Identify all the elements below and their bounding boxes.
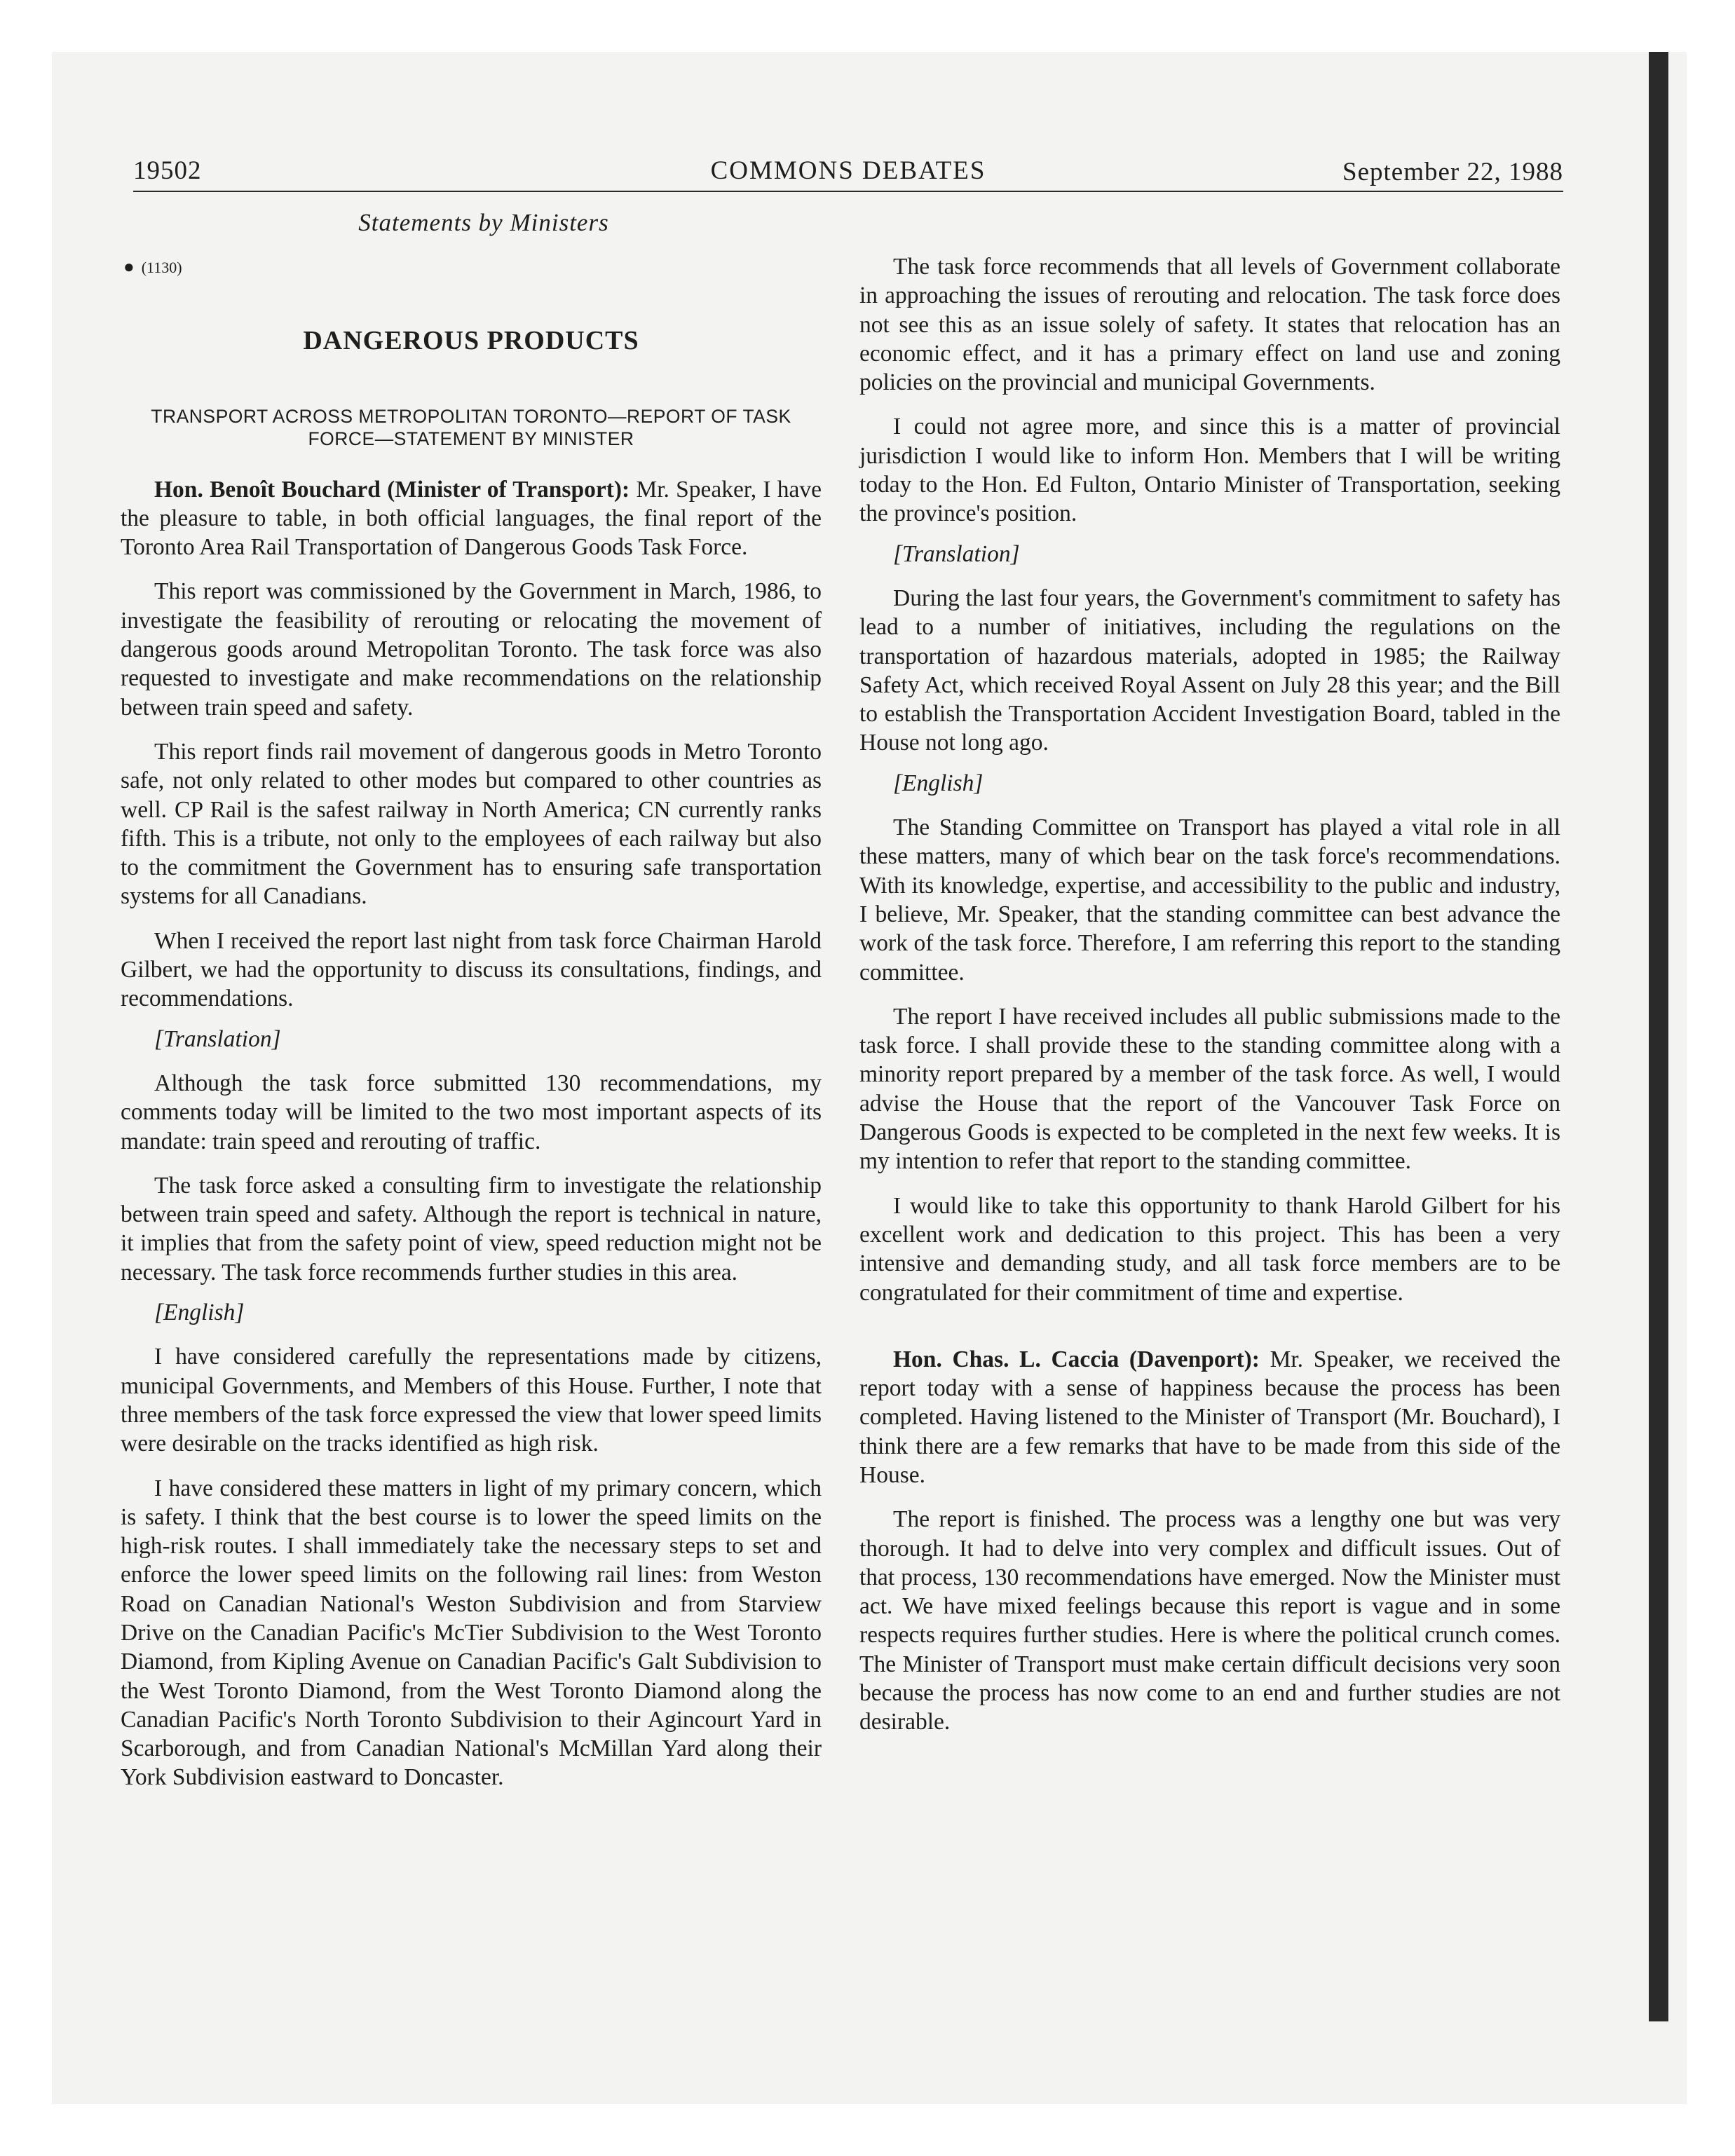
scan-edge-shadow [1649,52,1668,2021]
issue-date: September 22, 1988 [1342,158,1563,186]
left-column [121,252,822,1808]
page-number: 19502 [133,156,202,185]
paragraph: I have considered carefully the representations made by citizens, municipal Governments, and Members of this House. Further, I note that three members of the task force expressed the view that lower speed limits were desirable on the tracks identified as high risk. [121,1344,822,1457]
time-marker [123,252,822,282]
article-subheading: TRANSPORT ACROSS METROPOLITAN TORONTO—REPORT OF TASK FORCE—STATEMENT BY MINISTER [151,405,791,449]
page-header [133,156,1563,193]
speaker-name: Hon. Benoît Bouchard (Minister of Transport): [154,476,630,503]
right-column [859,252,1560,1752]
language-note: [English] [154,1299,245,1326]
paragraph: I would like to take this opportunity to thank Harold Gilbert for his excellent work and dedication to this project. This has been a very intensive and demanding study, and all task force members are to be congratulated for their commitment of time and expertise. [859,1192,1560,1306]
speaker-name: Hon. Chas. L. Caccia (Davenport): [893,1346,1260,1372]
article-heading: DANGEROUS PRODUCTS [303,326,639,356]
paragraph: The task force recommends that all levels of Government collaborate in approaching the issues of rerouting and relocation. The task force does not see this as an issue solely of safety. It states that relocation has an economic effect, and it has a primary effect on land use and zoning policies on the provincial and municipal Governments. [859,254,1560,396]
paragraph: The report is finished. The process was a lengthy one but was very thorough. It had to delve into very complex and difficult issues. Out of that process, 130 recommendations have emerged. Now the Minister must act. We have mixed feelings because this report is vague and in some respects requires further studies. Here is where the political crunch comes. The Minister of Transport must make certain difficult decisions very soon because the process has now come to an end and further studies are not desirable. [859,1506,1560,1735]
paragraph: I could not agree more, and since this is a matter of provincial jurisdiction I would like to inform Hon. Members that I will be writing today to the Hon. Ed Fulton, Ontario Minister of Transportation, seeking the province's position. [859,414,1560,527]
paragraph: Although the task force submitted 130 recommendations, my comments today will be limited to the two most important aspects of its mandate: train speed and rerouting of traffic. [121,1070,822,1154]
paragraph-text: Mr. Speaker, we received the report today with a sense of happiness because the process has been completed. Having listened to the Minister of Transport (Mr. Bouchard), I think there are a few remarks that have to be made from this side of the House. [859,1346,1560,1488]
paragraph-text: Mr. Speaker, I have the pleasure to table, in both official languages, the final report of the Toronto Area Rail Transportation of Dangerous Goods Task Force. [121,476,822,561]
language-note: [English] [893,770,984,796]
language-note: [Translation] [154,1025,281,1052]
paragraph [121,475,822,562]
paragraph: I have considered these matters in light of my primary concern, which is safety. I think that the best course is to lower the speed limits on the high-risk routes. I shall immediately take the necessary steps to set and enforce the lower speed limits on the following rail lines: from Weston Road on Canadian National's Weston Subdivision and from Starview Drive on the Canadian Pacific's McTier Subdivision to the West Toronto Diamond, from Kipling Avenue on Canadian Pacific's Galt Subdivision to the West Toronto Diamond, from the West Toronto Diamond along the Canadian Pacific's North Toronto Subdivision to their Agincourt Yard in Scarborough, and from Canadian National's McMillan Yard along their York Subdivision eastward to Doncaster. [121,1475,822,1791]
publication-title: COMMONS DEBATES [710,156,986,185]
time-marker-text: (1130) [141,259,182,276]
paragraph: The report I have received includes all public submissions made to the task force. I shall provide these to the standing committee along with a minority report prepared by a member of the task force. As well, I would advise the House that the report of the Vancouver Task Force on Dangerous Goods is expected to be completed in the next few weeks. It is my intention to refer that report to the standing committee. [859,1003,1560,1175]
bullet-icon: ● [123,257,135,277]
paragraph: This report finds rail movement of dangerous goods in Metro Toronto safe, not only related to other modes but compared to other countries as well. CP Rail is the safest railway in North America; CN currently ranks fifth. This is a tribute, not only to the employees of each railway but also to the commitment the Government has to ensuring safe transportation systems for all Canadians. [121,738,822,910]
paragraph [859,1345,1560,1489]
language-note: [Translation] [893,540,1020,567]
paragraph: When I received the report last night from task force Chairman Harold Gilbert, we had the opportunity to discuss its consultations, findings, and recommendations. [121,927,822,1012]
paragraph: The Standing Committee on Transport has played a vital role in all these matters, many of which bear on the task force's recommendations. With its knowledge, expertise, and accessibility to the public and industry, I believe, Mr. Speaker, that the standing committee can best advance the work of the task force. Therefore, I am referring this report to the standing committee. [859,814,1560,985]
paragraph: This report was commissioned by the Government in March, 1986, to investigate the feasibility of rerouting or relocating the movement of dangerous goods around Metropolitan Toronto. The task force was also requested to investigate and make recommendations on the relationship between train speed and safety. [121,578,822,721]
paragraph: During the last four years, the Government's commitment to safety has lead to a number of initiatives, including the regulations on the transportation of hazardous materials, adopted in 1985; the Railway Safety Act, which received Royal Assent on July 28 this year; and the Bill to establish the Transportation Accident Investigation Board, tabled in the House not long ago. [859,585,1560,756]
header-rule [133,191,1563,192]
paragraph: The task force asked a consulting firm to investigate the relationship between train speed and safety. Although the report is technical in nature, it implies that from the safety point of view, speed reduction might not be necessary. The task force recommends further studies in this area. [121,1172,822,1285]
section-label: Statements by Ministers [358,209,609,236]
